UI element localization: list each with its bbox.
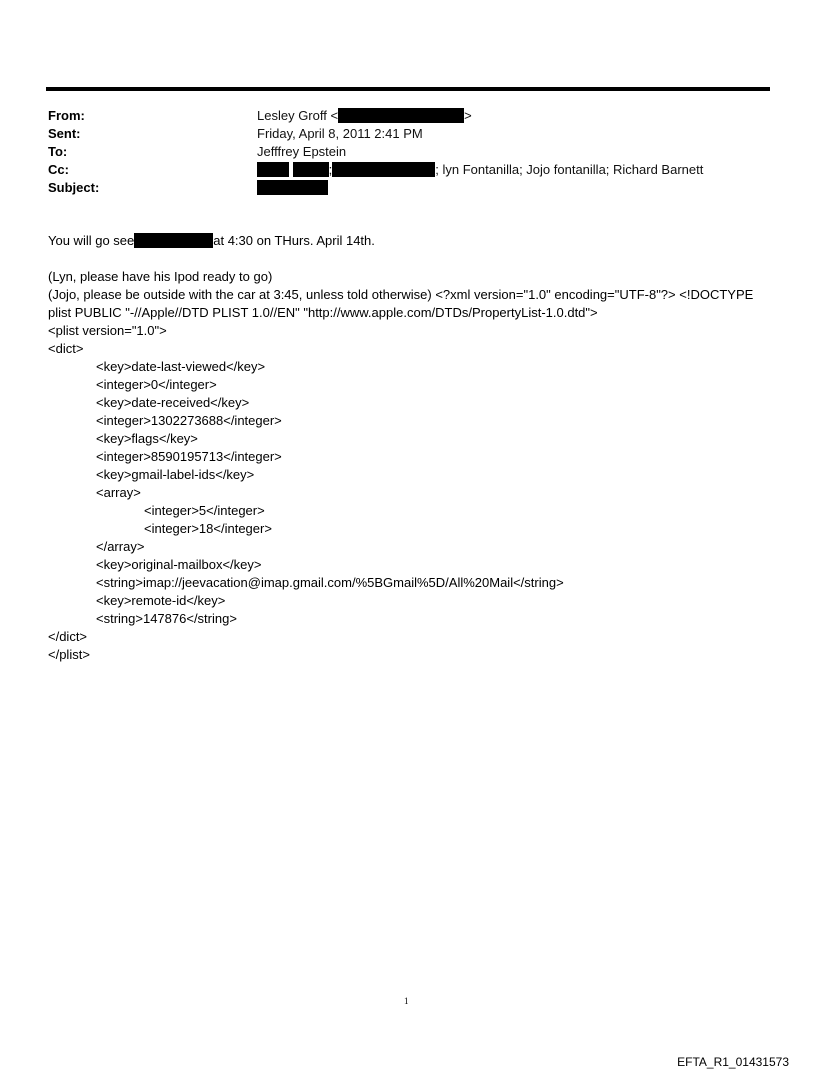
plist-line: </plist> bbox=[48, 647, 90, 662]
plist-line: <dict> bbox=[48, 341, 84, 356]
plist-line: <key>date-last-viewed</key> bbox=[96, 359, 266, 374]
from-value bbox=[257, 107, 472, 125]
plist-line: <integer>8590195713</integer> bbox=[96, 449, 282, 464]
subject-label: Subject: bbox=[48, 180, 100, 195]
cc-separator: ; bbox=[328, 162, 333, 177]
plist-line: <integer>0</integer> bbox=[96, 377, 217, 392]
body-line-doctype: plist PUBLIC "-//Apple//DTD PLIST 1.0//EN" "http://www.apple.com/DTDs/PropertyList-1.0.dtd"> bbox=[48, 305, 598, 320]
redaction-box bbox=[134, 233, 213, 248]
plist-line: <key>gmail-label-ids</key> bbox=[96, 467, 255, 482]
body-text: at 4:30 on THurs. April 14th. bbox=[213, 233, 375, 248]
redaction-box bbox=[257, 180, 328, 195]
sent-label: Sent: bbox=[48, 126, 81, 141]
page-number: 1 bbox=[404, 996, 409, 1006]
plist-line: <string>147876</string> bbox=[96, 611, 237, 626]
from-name: Lesley Groff < bbox=[257, 108, 339, 123]
plist-line: </dict> bbox=[48, 629, 88, 644]
cc-recipients: ; lyn Fontanilla; Jojo fontanilla; Richard Barnett bbox=[435, 162, 704, 177]
to-value: Jefffrey Epstein bbox=[257, 144, 347, 159]
body-line-appointment bbox=[48, 232, 375, 250]
redaction-box bbox=[338, 108, 464, 123]
from-close: > bbox=[464, 108, 472, 123]
to-label: To: bbox=[48, 144, 68, 159]
bates-number: EFTA_R1_01431573 bbox=[677, 1055, 789, 1069]
header-rule bbox=[46, 87, 770, 91]
subject-value bbox=[257, 179, 328, 197]
plist-line: <array> bbox=[96, 485, 141, 500]
redaction-box bbox=[332, 162, 435, 177]
redaction-box bbox=[257, 162, 289, 177]
sent-value: Friday, April 8, 2011 2:41 PM bbox=[257, 126, 423, 141]
plist-line: <key>original-mailbox</key> bbox=[96, 557, 262, 572]
plist-line: </array> bbox=[96, 539, 145, 554]
redaction-box bbox=[293, 162, 329, 177]
plist-line: <plist version="1.0"> bbox=[48, 323, 167, 338]
body-line-lyn: (Lyn, please have his Ipod ready to go) bbox=[48, 269, 273, 284]
plist-line: <integer>5</integer> bbox=[144, 503, 265, 518]
cc-label: Cc: bbox=[48, 162, 69, 177]
body-line-jojo: (Jojo, please be outside with the car at 3:45, unless told otherwise) <?xml version="1.0" encoding="UTF-8"?> <!DOCTYPE bbox=[48, 287, 754, 302]
plist-line: <key>remote-id</key> bbox=[96, 593, 226, 608]
from-label: From: bbox=[48, 108, 85, 123]
plist-line: <key>flags</key> bbox=[96, 431, 198, 446]
plist-line: <integer>18</integer> bbox=[144, 521, 272, 536]
body-text: You will go see bbox=[48, 233, 135, 248]
plist-line: <integer>1302273688</integer> bbox=[96, 413, 282, 428]
plist-line: <string>imap://jeevacation@imap.gmail.com/%5BGmail%5D/All%20Mail</string> bbox=[96, 575, 564, 590]
cc-value bbox=[257, 161, 703, 179]
plist-line: <key>date-received</key> bbox=[96, 395, 250, 410]
